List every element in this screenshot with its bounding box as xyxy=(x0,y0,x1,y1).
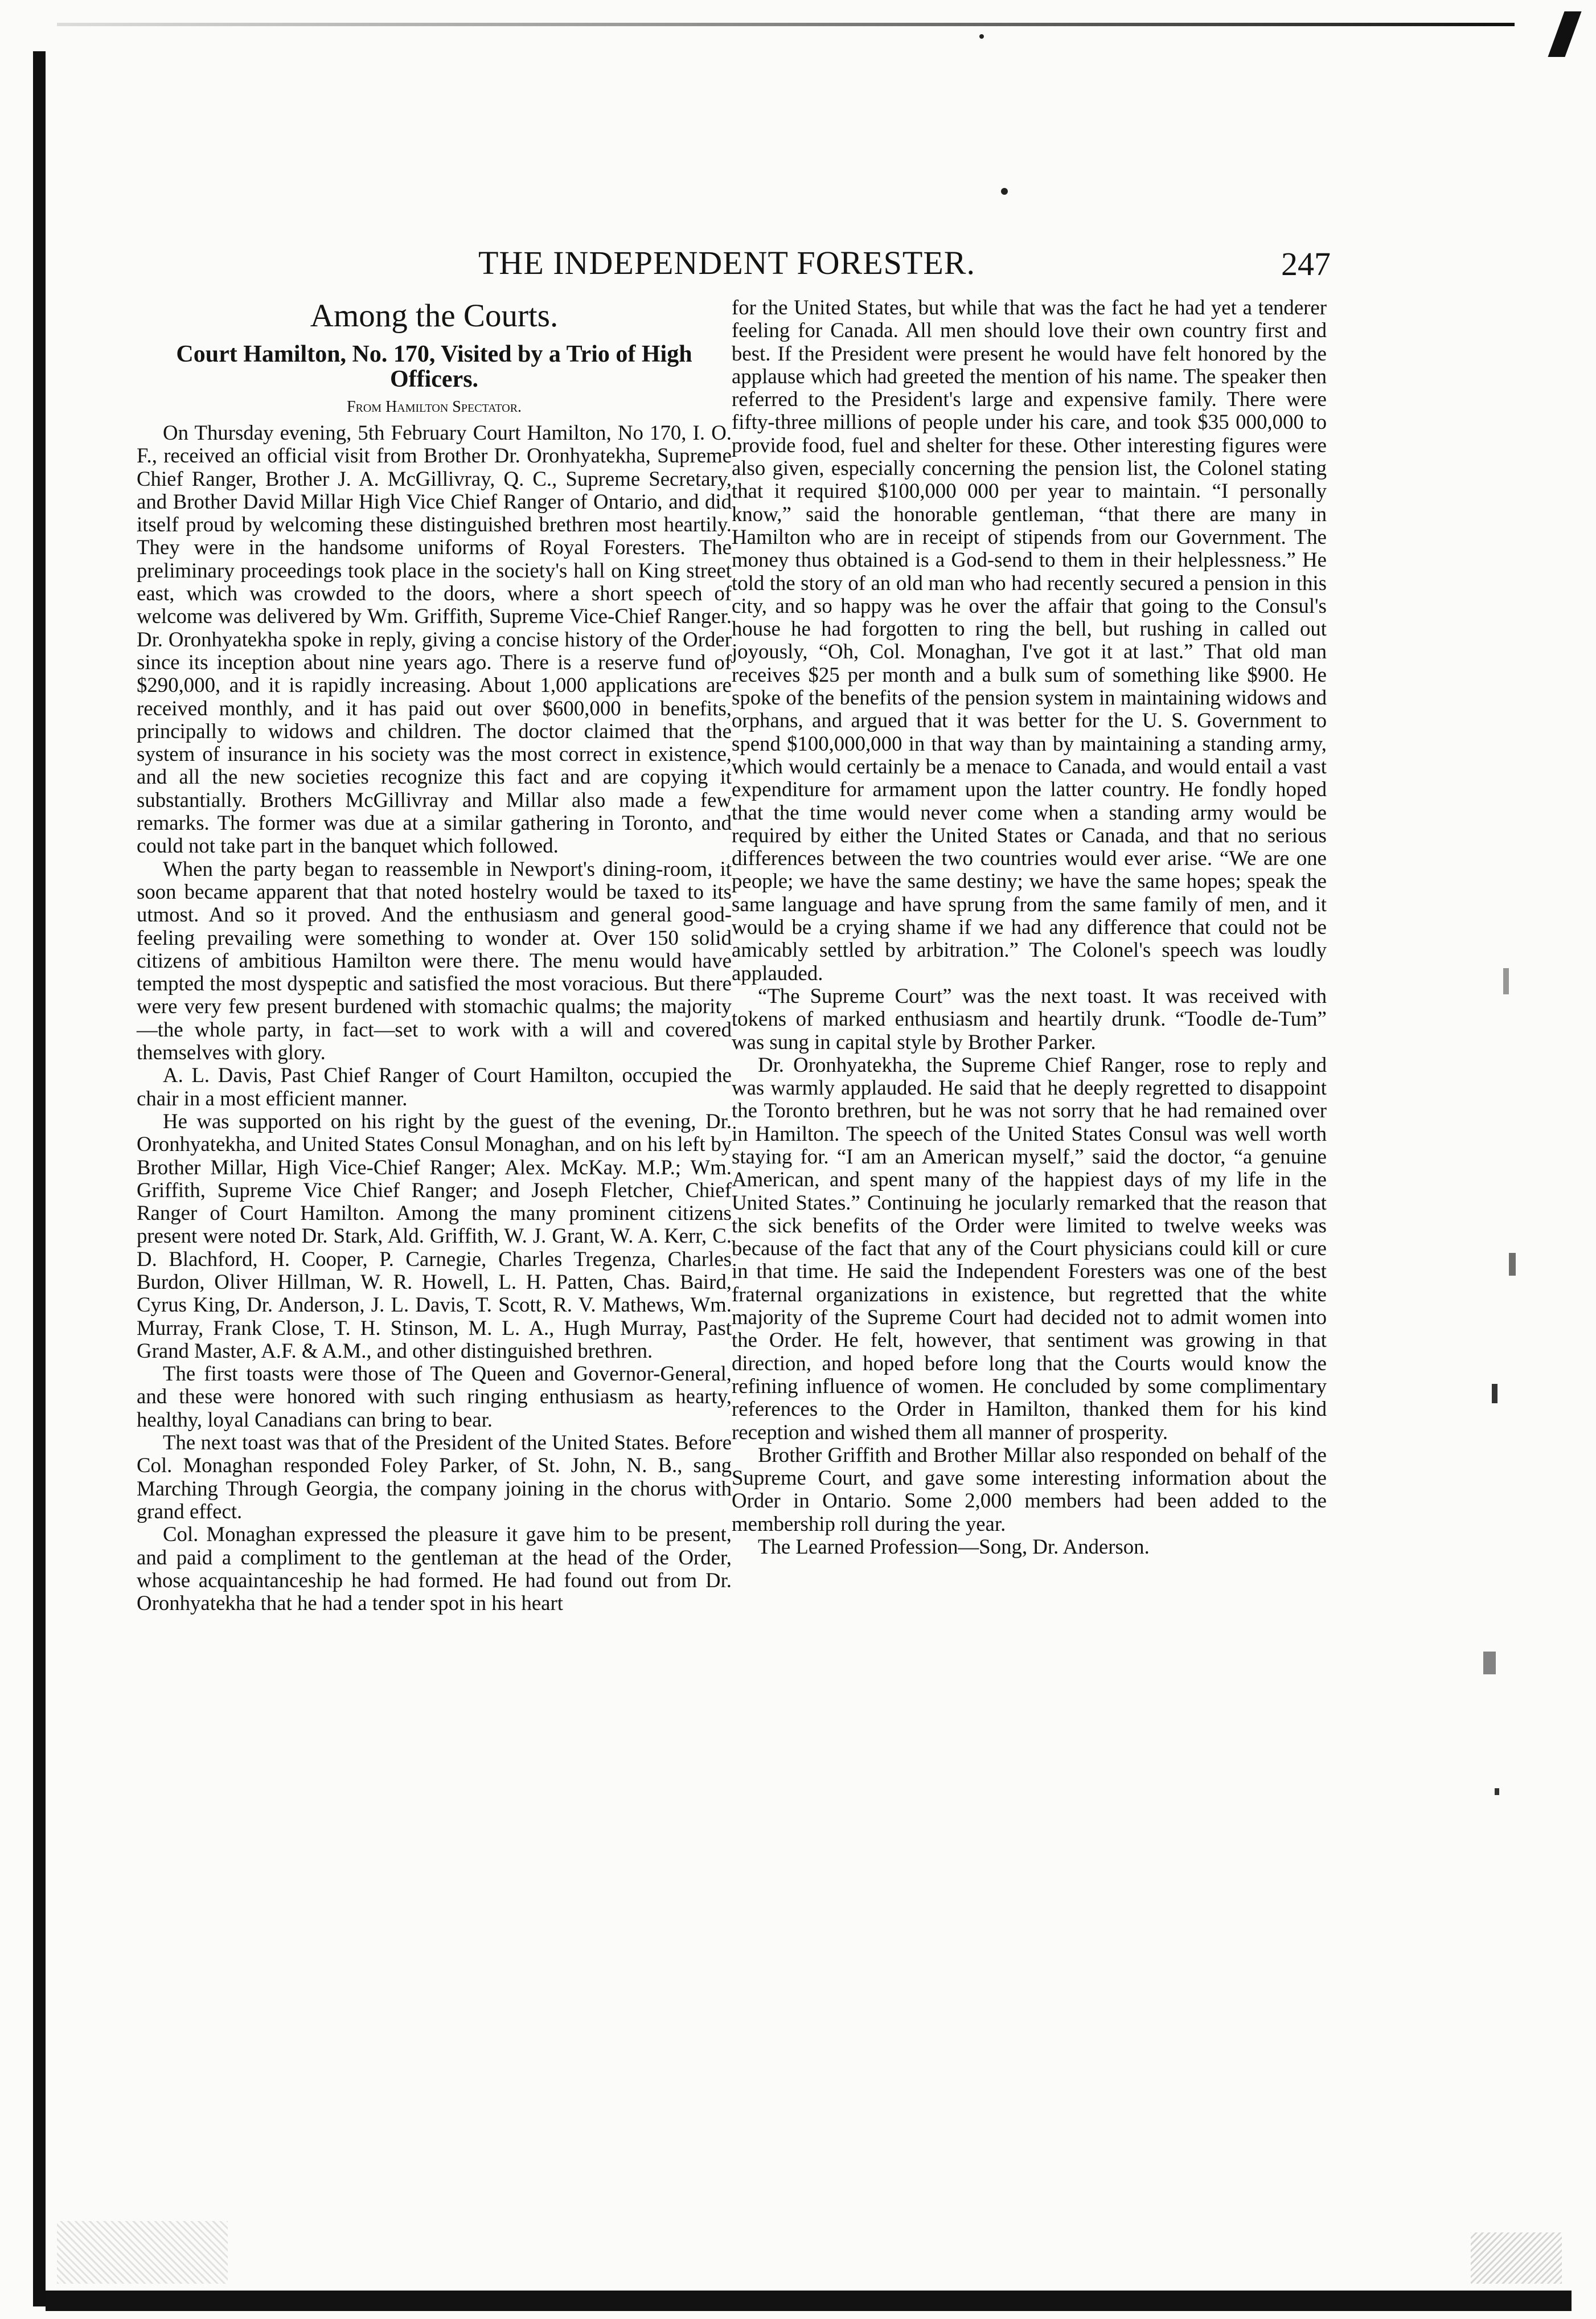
scan-speck xyxy=(1495,1788,1499,1795)
body-paragraph: Brother Griffith and Brother Millar also responded on behalf of the Supreme Court, and gave some interesting information about the Order in Ontario. Some 2,000 members had been added to the membership roll during the year. xyxy=(732,1443,1327,1535)
scan-speck xyxy=(1503,968,1509,994)
body-paragraph: When the party began to reassemble in Newport's dining-room, it soon became apparent that that noted hostelry would be taxed to its utmost. And so it proved. And the enthusiasm and general good-feeling prevailing were something to wonder at. Over 150 solid citizens of ambitious Hamilton were there. The menu would have tempted the most dyspeptic and satisfied the most voracious. But there were very few present burdened with stomachic qualms; the majority—the whole party, in fact—set to work with a will and covered themselves with glory. xyxy=(137,857,732,1064)
scan-top-edge xyxy=(57,23,1515,26)
body-paragraph: He was supported on his right by the guest of the evening, Dr. Oronhyatekha, and United States Consul Monaghan, and on his left by Brother Millar, High Vice-Chief Ranger; Alex. McKay. M.P.; Wm. Griffith, Supreme Vice Chief Ranger; and Joseph Fletcher, Chief Ranger of Court Hamilton. Among the many prominent citizens present were noted Dr. Stark, Ald. Griffith, W. J. Grant, W. A. Kerr, C. D. Blachford, H. Cooper, P. Carnegie, Charles Tregenza, Charles Burdon, Oliver Hillman, W. R. Howell, L. H. Patten, Chas. Baird, Cyrus King, Dr. Anderson, J. L. Davis, T. Scott, R. V. Mathews, Wm. Murray, Frank Close, T. H. Stinson, M. L. A., Hugh Murray, Past Grand Master, A.F. & A.M., and other distinguished brethren. xyxy=(137,1109,732,1362)
body-paragraph: The first toasts were those of The Queen and Governor-General, and these were honored with such ringing enthusiasm as hearty, healthy, loyal Canadians can bring to bear. xyxy=(137,1362,732,1431)
scan-speck xyxy=(1509,1253,1516,1276)
body-paragraph: On Thursday evening, 5th February Court Hamilton, No 170, I. O. F., received an official visit from Brother Dr. Oronhyatekha, Supreme Chief Ranger, Brother J. A. McGillivray, Q. C., Supreme Secretary, and Brother David Millar High Vice Chief Ranger of Ontario, and did itself proud by welcoming these distinguished brethren most heartily. They were in the handsome uniforms of Royal Foresters. The preliminary proceedings took place in the society's hall on King street east, which was crowded to the doors, where a short speech of welcome was delivered by Wm. Griffith, Supreme Vice-Chief Ranger. Dr. Oronhyatekha spoke in reply, giving a concise history of the Order since its inception about nine years ago. There is a reserve fund of $290,000, and it is rapidly increasing. About 1,000 applications are received monthly, and it has paid out over $600,000 in benefits, principally to widows and children. The doctor claimed that the system of insurance in his society was the most correct in existence, and all the new societies recognize this fact and are copying it substantially. Brothers McGillivray and Millar also made a few remarks. The former was due at a similar gathering in Toronto, and could not take part in the banquet which followed. xyxy=(137,421,732,858)
scan-speck xyxy=(1001,188,1008,195)
scan-noise xyxy=(57,2221,228,2284)
article-source: From Hamilton Spectator. xyxy=(346,398,522,416)
scan-bottom-edge xyxy=(46,2291,1572,2311)
scan-noise xyxy=(1471,2232,1562,2284)
article-subhead: Court Hamilton, No. 170, Visited by a Trio of High Officers. xyxy=(176,341,692,392)
scan-speck xyxy=(1492,1384,1497,1403)
scan-corner-mark xyxy=(1548,11,1581,57)
body-paragraph: The next toast was that of the President of the United States. Before Col. Monaghan responded Foley Parker, of St. John, N. B., sang Marching Through Georgia, the company joining in the chorus with grand effect. xyxy=(137,1431,732,1523)
body-paragraph: “The Supreme Court” was the next toast. It was received with tokens of marked enthusiasm and heartily drunk. “Toodle de-Tum” was sung in capital style by Brother Parker. xyxy=(732,984,1327,1054)
continued-paragraph: for the United States, but while that was the fact he had yet a tenderer feeling for Canada. All men should love their own country first and best. If the President were present he would have felt honored by the applause which had greeted the mention of his name. The speaker then referred to the President's large and expensive family. There were fifty-three millions of people under his care, and took $35 000,000 to provide food, fuel and shelter for these. Other interesting figures were also given, especially concerning the pension list, the Colonel stating that it required $100,000 000 per year to maintain. “I personally know,” said the honorable gentleman, “that there are many in Hamilton who are in receipt of stipends from our Government. The money thus obtained is a God-send to them in their helplessness.” He told the story of an old man who had recently secured a pension in this city, and so happy was he over the affair that going to the Consul's house he had forgotten to ring the bell, but rushing in called out joyously, “Oh, Col. Monaghan, I've got it at last.” That old man receives $25 per month and a bulk sum of something like $900. He spoke of the benefits of the pension system in maintaining widows and orphans, and argued that it was better for the U. S. Government to spend $100,000,000 in that way than by maintaining a standing army, which would certainly be a menace to Canada, and would entail a vast expenditure for armament upon the latter country. He fondly hoped that the time would never come when a standing army would be required by either the United States or Canada, and that no serious differences between the two countries would ever arise. “We are one people; we have the same destiny; we have the same hopes; speak the same language and have sprung from the same family of men, and it would be a crying shame if we had any difference that could not be amicably settled by arbitration.” The Colonel's speech was loudly applauded. xyxy=(732,296,1327,985)
scan-speck xyxy=(1483,1652,1496,1674)
scan-binding-edge xyxy=(33,51,46,2306)
body-paragraph: A. L. Davis, Past Chief Ranger of Court Hamilton, occupied the chair in a most efficient manner. xyxy=(137,1063,732,1110)
body-paragraph: Col. Monaghan expressed the pleasure it gave him to be present, and paid a compliment to the gentleman at the head of the Order, whose acquaintanceship he had formed. He had found out from Dr. Oronhyatekha that he had a tender spot in his heart xyxy=(137,1522,732,1615)
article-title: Among the Courts. xyxy=(310,298,559,334)
body-paragraph: The Learned Profession—Song, Dr. Anderson. xyxy=(758,1535,1150,1559)
body-paragraph: Dr. Oronhyatekha, the Supreme Chief Ranger, rose to reply and was warmly applauded. He said that he deeply regretted to disappoint the Toronto brethren, but he was not sorry that he had remained over in Hamilton. The speech of the United States Consul was well worth staying for. “I am an American myself,” said the doctor, “a genuine American, and spent many of the happiest days of my life in the United States.” Continuing he jocularly remarked that the reason that the sick benefits of the Order were limited to twelve weeks was because of the fact that any of the Court physicians could kill or cure in that time. He said the Independent Foresters was one of the best fraternal organizations in existence, but regretted that the white majority of the Supreme Court had decided not to admit women into the Order. He felt, however, that sentiment was growing in that direction, and hoped before long that the Courts would know the refining influence of women. He concluded by some complimentary references to the Order in Hamilton, thanked them for his kind reception and wished them all manner of prosperity. xyxy=(732,1052,1327,1444)
scan-speck xyxy=(979,34,984,39)
left-column xyxy=(137,296,732,1615)
right-column xyxy=(732,296,1327,1558)
page-number: 247 xyxy=(1281,245,1331,282)
running-head: THE INDEPENDENT FORESTER. xyxy=(478,244,975,281)
